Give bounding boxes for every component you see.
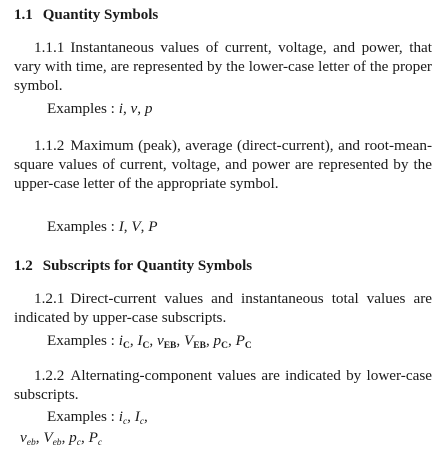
- paragraph-number: 1.2.1: [34, 290, 65, 307]
- symbol-IC: $I_C$: [137, 332, 150, 351]
- examples-label: Examples :: [47, 408, 115, 425]
- symbol-iC: $i_C$: [118, 332, 130, 351]
- symbol-I: I: [118, 218, 124, 235]
- examples-label: Examples :: [47, 100, 115, 117]
- paragraph-number: 1.2.2: [34, 367, 65, 384]
- symbol-VEB: $V_{EB}$: [183, 332, 206, 351]
- examples-1-2-2-line2: $v_{eb}$, $V_{eb}$, $p_c$, $P_c$: [20, 429, 103, 448]
- symbol-PC: $P_C$: [235, 332, 252, 351]
- symbol-P: P: [148, 218, 158, 235]
- examples-label: Examples :: [47, 332, 115, 349]
- symbol-Pc: $P_c$: [88, 429, 103, 448]
- symbol-V: V: [131, 218, 141, 235]
- paragraph-text: Instantaneous values of current, voltage, and power, that vary with time, are represented by the lower-case letter of the proper symbol.: [14, 39, 432, 94]
- section-number: 1.1: [14, 7, 33, 23]
- symbol-p: p: [144, 100, 153, 117]
- symbol-Ic: $I_c$: [134, 408, 145, 427]
- symbol-i: i: [118, 100, 123, 117]
- paragraph-number: 1.1.1: [34, 39, 65, 56]
- paragraph-text: Direct-current values and instantaneous total values are indicated by upper-case subscripts.: [14, 290, 432, 326]
- examples-1-1-2: Examples : I, V, P: [47, 218, 158, 235]
- paragraph-1-2-1: [14, 289, 432, 327]
- paragraph-number: 1.1.2: [34, 137, 65, 154]
- symbol-vEB: $v_{EB}$: [156, 332, 177, 351]
- symbol-v: v: [130, 100, 138, 117]
- section-title: Quantity Symbols: [42, 7, 159, 23]
- symbol-veb: $v_{eb}$: [20, 429, 36, 448]
- section-heading-1-1: [14, 6, 158, 24]
- paragraph-1-2-2: [14, 366, 432, 404]
- section-title: Subscripts for Quantity Symbols: [42, 258, 253, 274]
- paragraph-1-1-1: [14, 38, 432, 95]
- paragraph-1-1-2: [14, 136, 432, 193]
- symbol-Veb: $V_{eb}$: [43, 429, 62, 448]
- examples-1-2-2-line1: Examples : $i_c$, $I_c$,: [47, 408, 148, 427]
- symbol-ic: $i_c$: [118, 408, 128, 427]
- examples-1-1-1: Examples : i, v, p: [47, 100, 153, 117]
- paragraph-text: Alternating-component values are indicated by lower-case subscripts.: [14, 367, 432, 403]
- symbol-pc: $p_c$: [69, 429, 81, 448]
- paragraph-text: Maximum (peak), average (direct-current), and root-mean-square values of current, voltage, and power are represented by the upper-case letter of the appropriate symbol.: [14, 137, 432, 192]
- section-heading-1-2: [14, 257, 252, 275]
- examples-1-2-1: Examples : $i_C$, $I_C$, $v_{EB}$, $V_{EB}$, $p_C$, $P_C$: [47, 332, 252, 351]
- examples-label: Examples :: [47, 218, 115, 235]
- section-number: 1.2: [14, 258, 33, 274]
- symbol-pC: $p_C$: [213, 332, 228, 351]
